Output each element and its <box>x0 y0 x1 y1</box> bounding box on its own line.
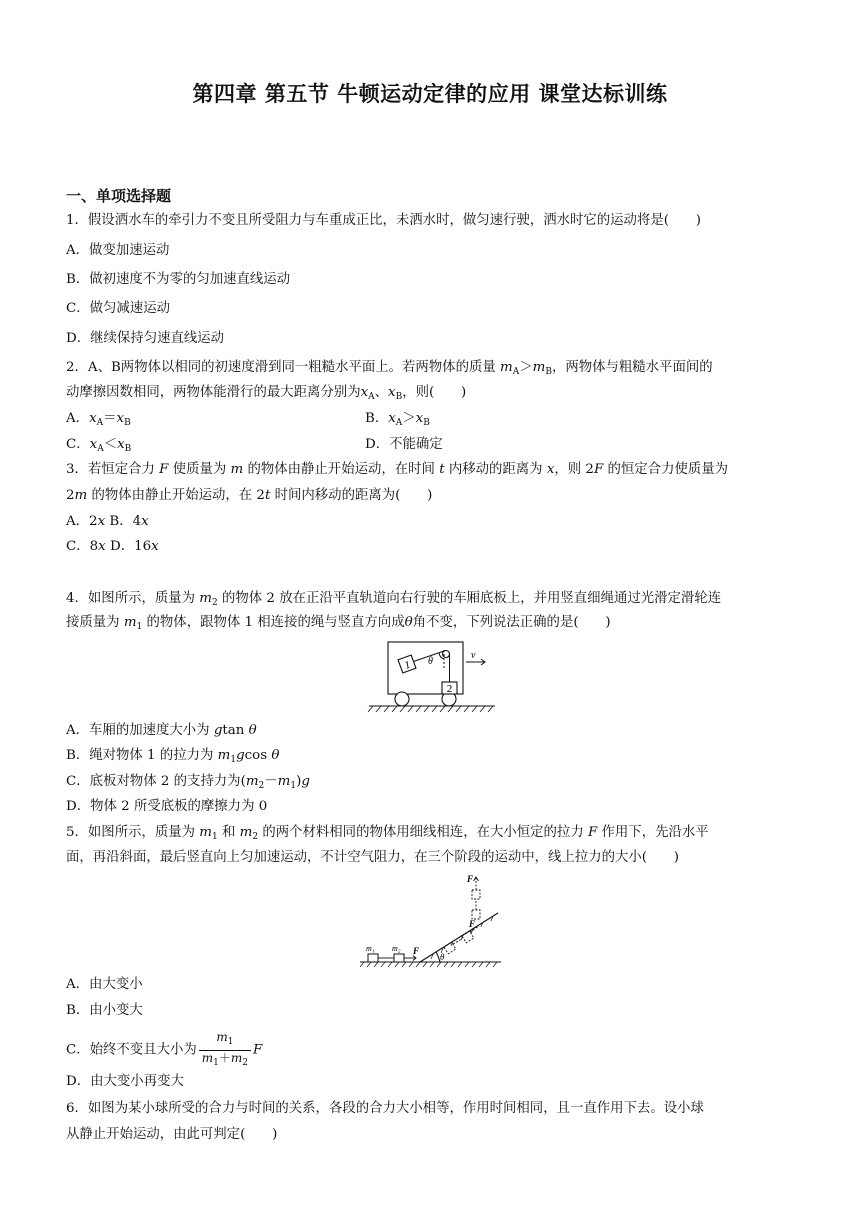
wheel-left <box>395 692 409 706</box>
q6-stem-line2: 从静止开始运动，由此可判定( ) <box>66 1127 278 1142</box>
q1-option-b: B．做初速度不为零的匀加速直线运动 <box>66 272 291 287</box>
q2-stem-line1: 2．A、B两物体以相同的初速度滑到同一粗糙水平面上。若两物体的质量 $m_A>m_B$，两物体与粗糙水平面间的 <box>66 360 713 377</box>
block-vertical-upper <box>472 890 480 899</box>
q5-stem-line2: 面，再沿斜面，最后竖直向上匀加速运动，不计空气阻力，在三个阶段的运动中，线上拉力的大小( ) <box>66 850 680 865</box>
block-2-label: 2 <box>446 683 453 695</box>
q2-stem-line2: 动摩擦因数相同，两物体能滑行的最大距离分别为$x_A$、$x_B$，则( ) <box>66 385 467 402</box>
q1-stem: 1．假设洒水车的牵引力不变且所受阻力与车重成正比，未洒水时，做匀速行驶，洒水时它的运动将是( ) <box>66 213 701 228</box>
q3-options-ab: A．2x B．4x <box>66 514 149 529</box>
label-m2: m₂ <box>392 944 401 953</box>
q2-option-c: C．$x_A<x_B$ <box>66 437 132 454</box>
q4-option-d: D．物体 2 所受底板的摩擦力为 0 <box>66 799 268 814</box>
block-vertical-lower <box>472 910 480 919</box>
q4-stem-line1: 4．如图所示，质量为 $m_2$ 的物体 2 放在正沿平直轨道向右行驶的车厢底板上，并用竖直细绳通过光滑定滑轮连 <box>66 591 722 608</box>
q4-option-b: B．绳对物体 1 的拉力为 $m_1gcos$ θ <box>66 748 280 765</box>
q1-option-c: C．做匀减速运动 <box>66 301 170 316</box>
block-incline-lower <box>444 942 456 954</box>
label-f-vertical: F <box>467 874 474 884</box>
q1-option-a: A．做变加速运动 <box>66 243 170 258</box>
q5-option-c: C．始终不变且大小为 $\frac{m_1}{m_1+m_2}$ F <box>66 1030 262 1071</box>
q3-options-cd: C．8x D．16x <box>66 539 159 554</box>
block-m1 <box>368 954 378 962</box>
q5-option-a: A．由大变小 <box>66 977 143 992</box>
block-m2 <box>394 954 404 962</box>
block-1-label: 1 <box>402 658 413 672</box>
q2-option-d: D．不能确定 <box>365 437 443 452</box>
q2-option-b: B．$x_A>x_B$ <box>365 411 430 428</box>
q4-option-a: A．车厢的加速度大小为 gtan θ <box>66 723 257 738</box>
incline-figure <box>358 870 503 970</box>
label-f-incline: F <box>469 919 476 929</box>
q4-stem-line2: 接质量为 $m_1$ 的物体，跟物体 1 相连接的绳与竖直方向成θ角不变，下列说法正确的是( ) <box>66 615 611 632</box>
q5-option-d: D．由大变小再变大 <box>66 1074 184 1089</box>
q3-stem-line2: 2m 的物体由静止开始运动，在 2t 时间内移动的距离为( ) <box>66 488 433 503</box>
q6-stem-line1: 6．如图为某小球所受的合力与时间的关系，各段的合力大小相等，作用时间相同，且一直作用下去。设小球 <box>66 1101 704 1116</box>
carriage-figure <box>365 638 500 718</box>
q5-stem-line1: 5．如图所示，质量为 $m_1$ 和 $m_2$ 的两个材料相同的物体用细线相连，在大小恒定的拉力 F 作用下，先沿水平 <box>66 825 709 842</box>
q2-option-a: A．$x_A=x_B$ <box>66 411 131 428</box>
q1-option-d: D．继续保持匀速直线运动 <box>66 331 225 346</box>
section-heading: 一、单项选择题 <box>66 187 172 205</box>
q5-option-b: B．由小变大 <box>66 1003 143 1018</box>
label-f-horizontal: F <box>413 946 420 956</box>
fraction: $\frac{m_1}{m_1+m_2}$ <box>199 1030 251 1071</box>
q4-option-c: C．底板对物体 2 的支持力为$(m_2-m_1)g$ <box>66 774 310 791</box>
page-title: 第四章 第五节 牛顿运动定律的应用 课堂达标训练 <box>192 82 668 106</box>
incline-surface <box>420 913 498 962</box>
theta-label: θ <box>428 656 433 667</box>
velocity-label: v <box>471 650 476 661</box>
label-theta: θ <box>440 952 445 962</box>
block-incline-upper <box>462 931 474 943</box>
block-1 <box>398 655 416 673</box>
q3-stem-line1: 3．若恒定合力 F 使质量为 m 的物体由静止开始运动，在时间 t 内移动的距离为 x，则 2F 的恒定合力使质量为 <box>66 462 729 477</box>
label-m1: m₁ <box>366 944 375 953</box>
